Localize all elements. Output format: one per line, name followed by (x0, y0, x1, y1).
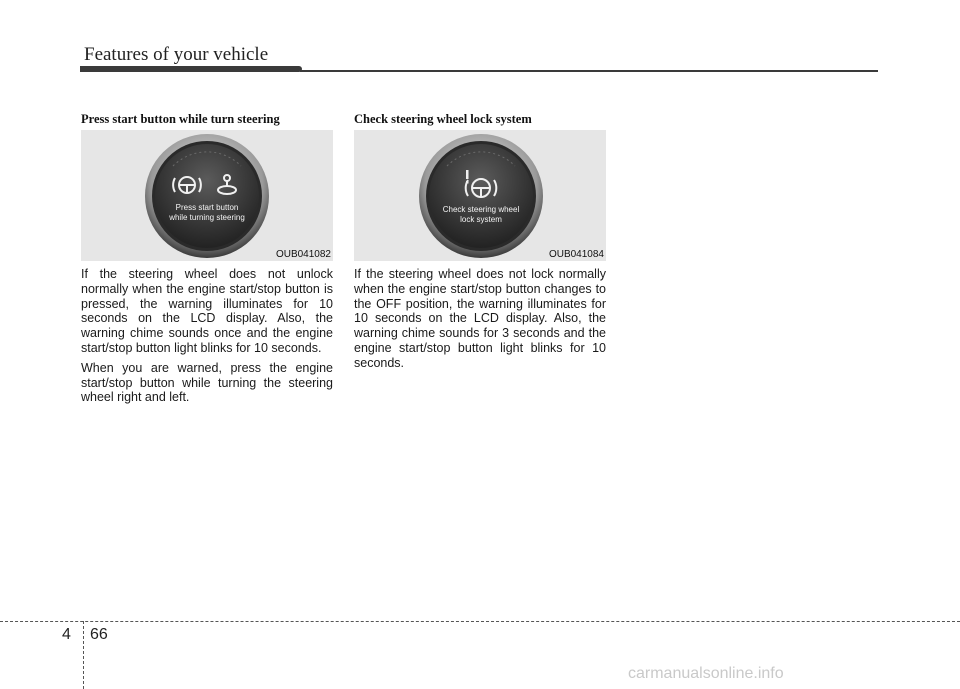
figure-code: OUB041082 (275, 249, 331, 260)
paragraph: If the steering wheel does not unlock normally when the engine start/stop button is pressed, the warning illuminates for 10 seconds on the LCD display. Also, the warning chime sounds once and the engine start/stop button light blinks for 10 seconds. (81, 267, 333, 355)
gauge-figure-press-start (81, 130, 333, 261)
figure-code: OUB041084 (548, 249, 604, 260)
section-heading: Press start button while turn steering (81, 112, 280, 126)
display-line-1: Press start button (175, 203, 239, 212)
cluster-display-illustration (81, 130, 333, 261)
footer-vertical-divider (83, 621, 84, 689)
watermark: carmanualsonline.info (628, 665, 784, 682)
page-number: 66 (90, 626, 108, 643)
gauge-face (155, 144, 259, 248)
header-rule-thick (80, 66, 302, 72)
paragraph: If the steering wheel does not lock normally when the engine start/stop button changes to the OFF position, the warning illuminates for 10 seconds on the LCD display. Also, the warning chime sounds for 3 seconds and the engine start/stop button light blinks for 10 seconds. (354, 267, 606, 370)
left-column (81, 112, 333, 405)
display-line-2: lock system (460, 215, 502, 224)
right-column (354, 112, 606, 371)
header-rule-thin (300, 70, 878, 72)
gauge-figure-check-lock (354, 130, 606, 261)
chapter-number: 4 (62, 626, 71, 643)
cluster-display-illustration (354, 130, 606, 261)
display-line-2: while turning steering (169, 213, 245, 222)
paragraph: When you are warned, press the engine start/stop button while turning the steering wheel right and left. (81, 360, 333, 405)
footer-divider (0, 621, 960, 622)
page-section-title: Features of your vehicle (84, 44, 269, 65)
section-heading: Check steering wheel lock system (354, 112, 532, 126)
display-line-1: Check steering wheel (442, 205, 520, 214)
